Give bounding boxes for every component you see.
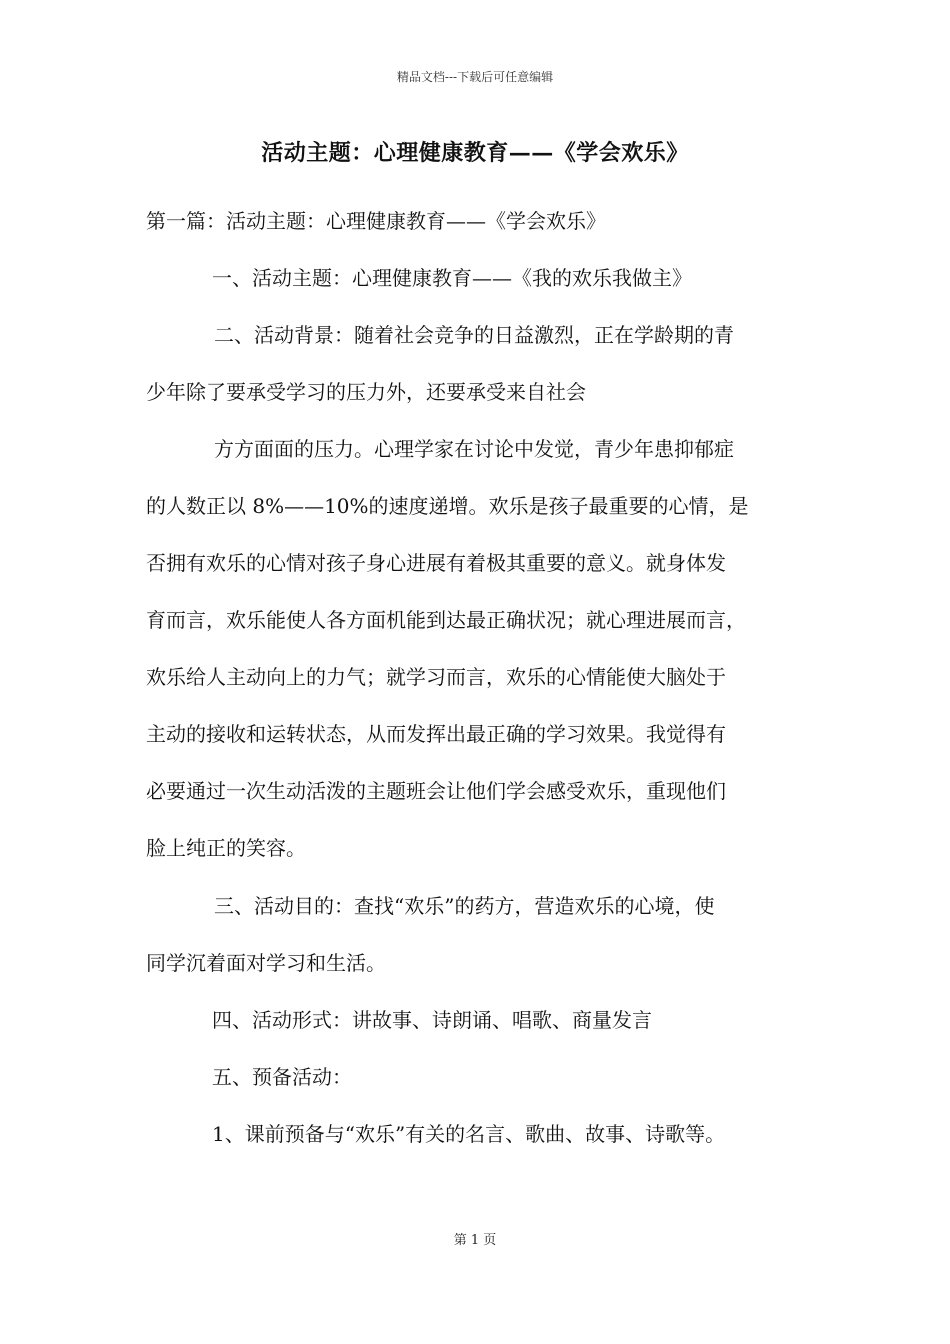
section-heading: 第一篇：活动主题：心理健康教育——《学会欢乐》 bbox=[146, 209, 606, 233]
paragraph-line: 五、预备活动： bbox=[212, 1065, 352, 1089]
paragraph-line: 的人数正以 8%——10%的速度递增。欢乐是孩子最重要的心情，是 bbox=[146, 494, 749, 518]
paragraph-line: 育而言，欢乐能使人各方面机能到达最正确状况；就心理进展而言， bbox=[146, 608, 746, 632]
paragraph-line: 少年除了要承受学习的压力外，还要承受来自社会 bbox=[146, 380, 586, 404]
paragraph-line: 三、活动目的：查找“欢乐”的药方，营造欢乐的心境，使 bbox=[214, 894, 715, 918]
paragraph-line: 同学沉着面对学习和生活。 bbox=[146, 951, 386, 975]
paragraph-line: 欢乐给人主动向上的力气；就学习而言，欢乐的心情能使大脑处于 bbox=[146, 665, 726, 689]
paragraph-line: 脸上纯正的笑容。 bbox=[146, 836, 306, 860]
paragraph-line: 1、课前预备与“欢乐”有关的名言、歌曲、故事、诗歌等。 bbox=[212, 1122, 726, 1146]
paragraph-line: 一、活动主题：心理健康教育——《我的欢乐我做主》 bbox=[212, 266, 692, 290]
page-number: 第 1 页 bbox=[453, 1233, 497, 1248]
paragraph-line: 二、活动背景：随着社会竞争的日益激烈，正在学龄期的青 bbox=[214, 323, 734, 347]
paragraph-line: 四、活动形式：讲故事、诗朗诵、唱歌、商量发言 bbox=[212, 1008, 652, 1032]
paragraph-line: 否拥有欢乐的心情对孩子身心进展有着极其重要的意义。就身体发 bbox=[146, 551, 726, 575]
paragraph-line: 主动的接收和运转状态，从而发挥出最正确的学习效果。我觉得有 bbox=[146, 722, 726, 746]
paragraph-line: 方方面面的压力。心理学家在讨论中发觉，青少年患抑郁症 bbox=[214, 437, 734, 461]
paragraph-line: 必要通过一次生动活泼的主题班会让他们学会感受欢乐，重现他们 bbox=[146, 779, 726, 803]
document-title: 活动主题：心理健康教育——《学会欢乐》 bbox=[261, 140, 689, 166]
header-note: 精品文档---下载后可任意编辑 bbox=[396, 70, 554, 84]
